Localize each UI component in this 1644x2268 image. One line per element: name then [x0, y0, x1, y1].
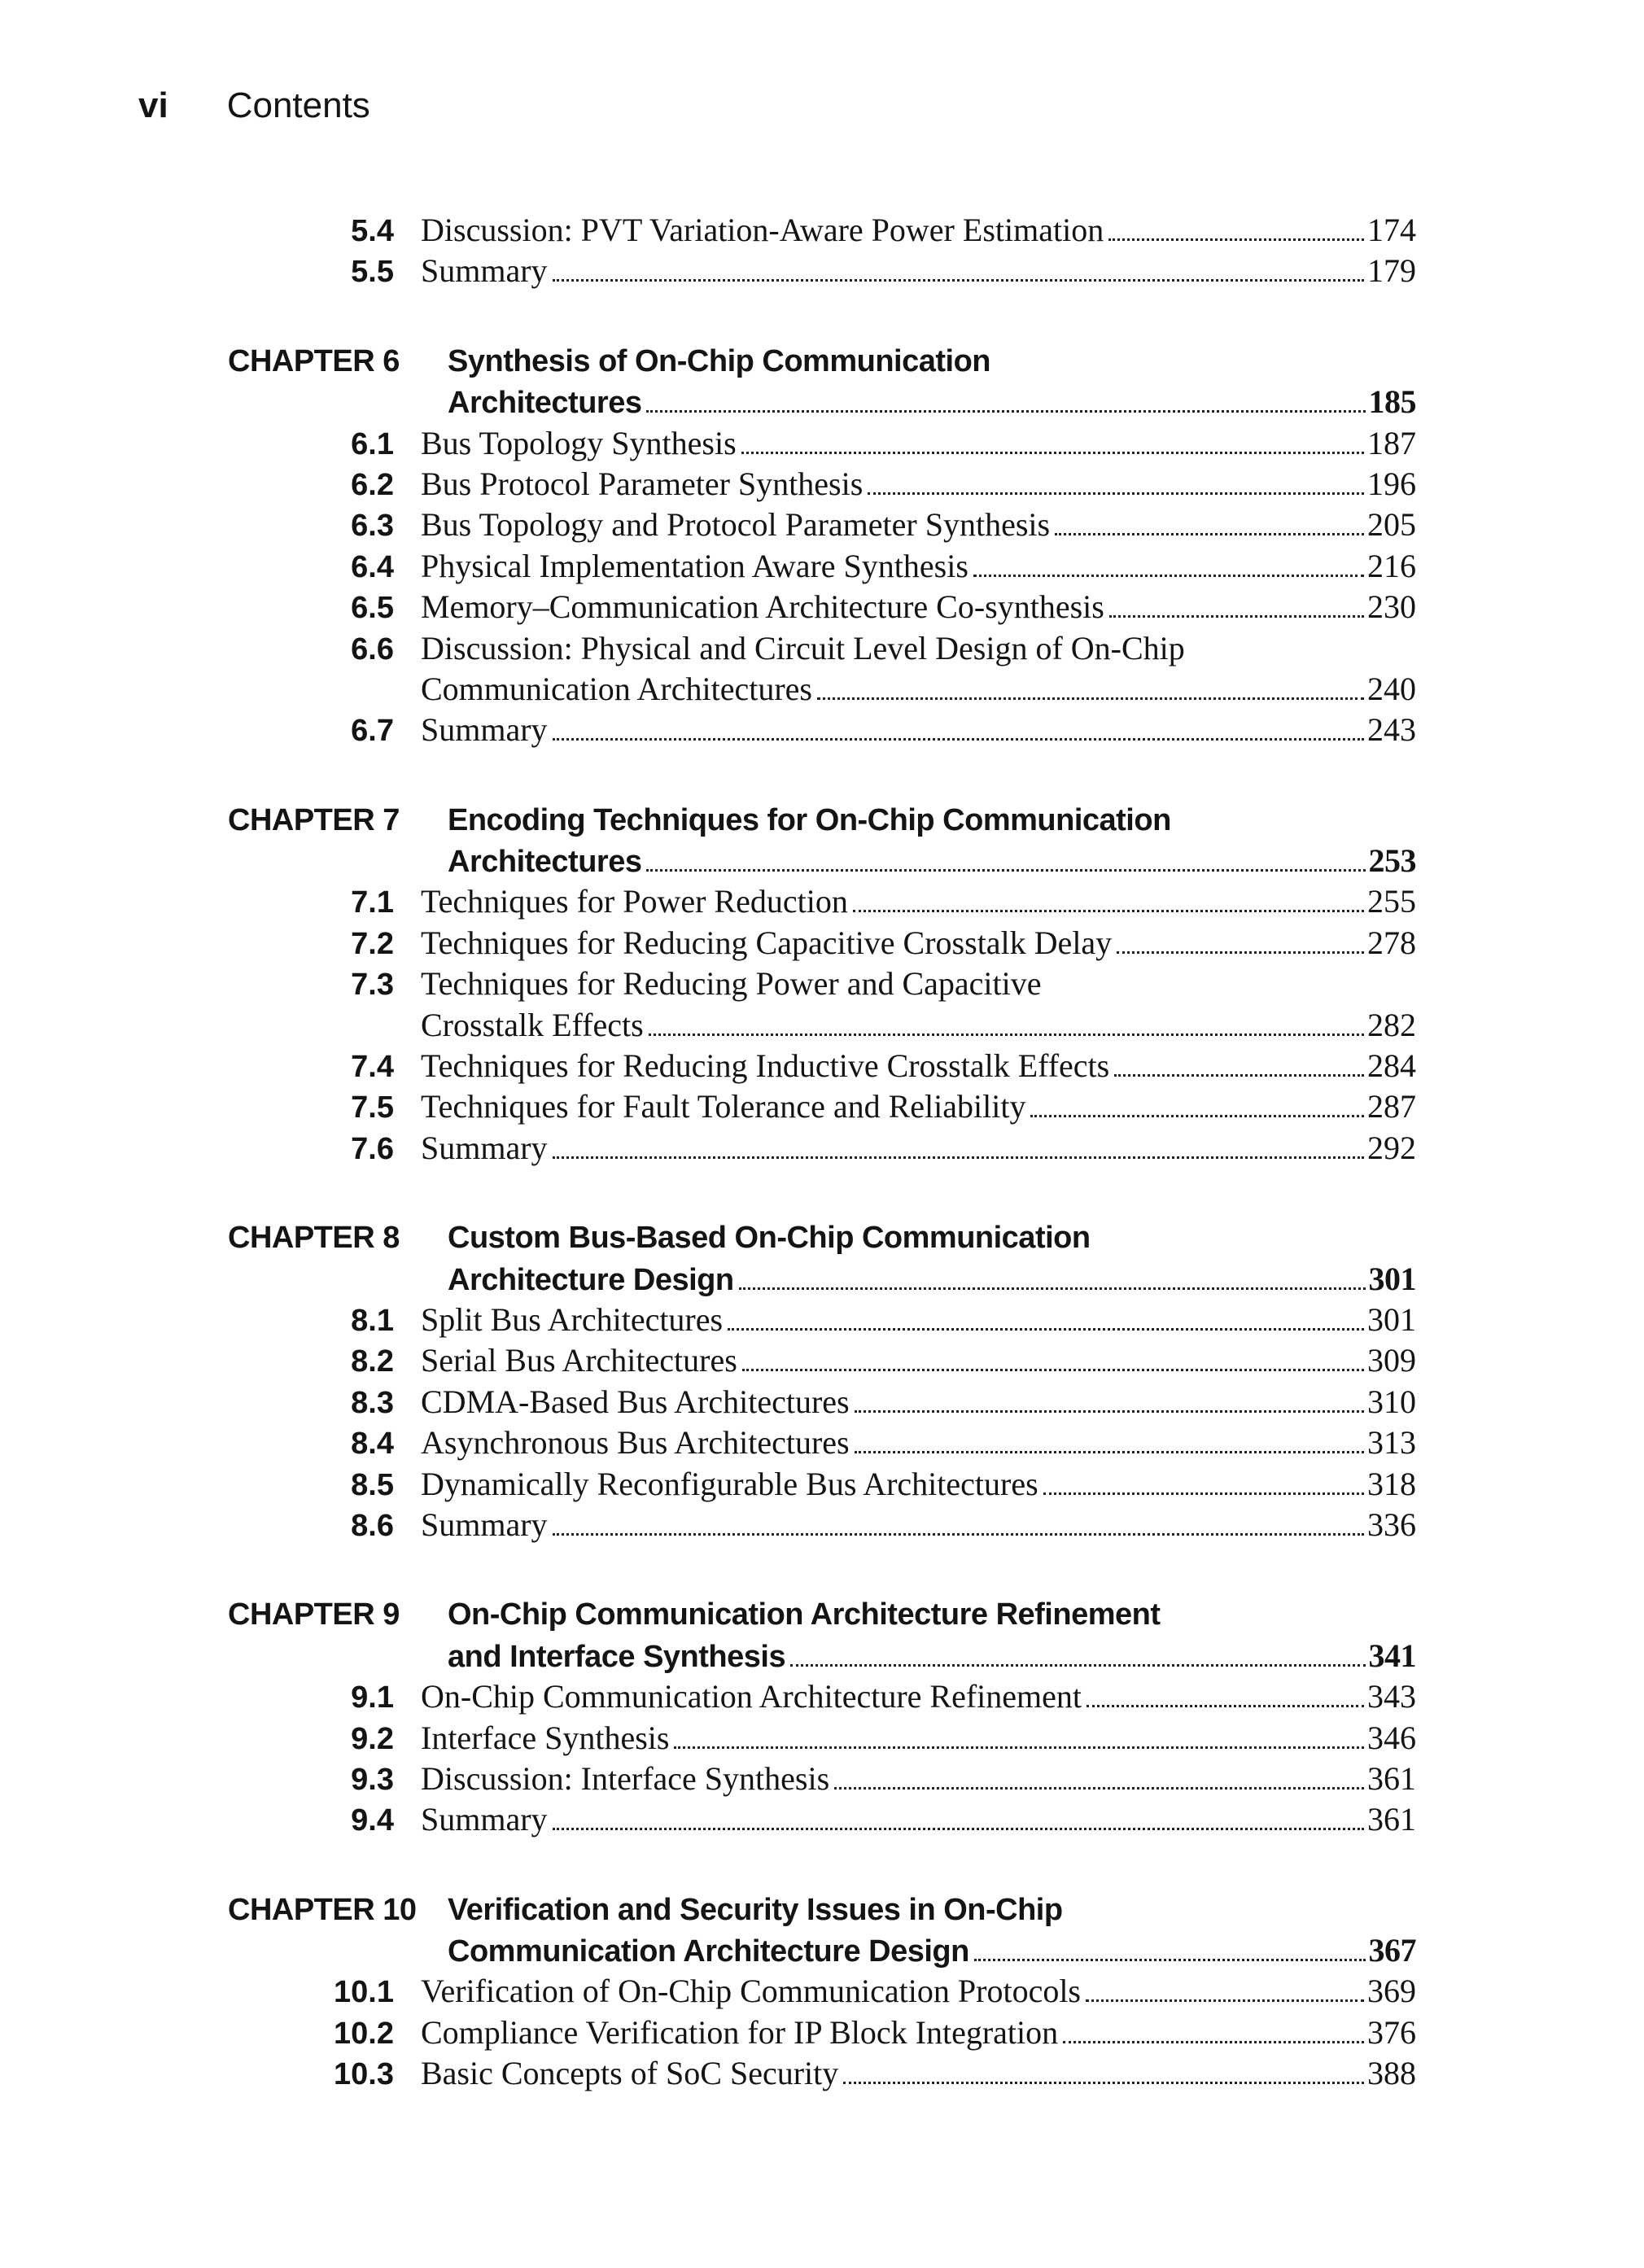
toc-line: [228, 587, 1416, 627]
dot-leader: [1086, 1999, 1364, 2002]
dot-leader: [553, 738, 1364, 741]
toc-line: [228, 251, 1416, 291]
section-number: 6.3: [351, 509, 394, 544]
dot-leader: [853, 910, 1364, 912]
dot-leader: [834, 1787, 1364, 1789]
dot-leader: [1030, 1115, 1364, 1117]
dot-leader: [1114, 1074, 1364, 1077]
toc-line: [228, 1005, 1416, 1046]
dot-leader: [649, 1033, 1364, 1036]
toc-section-entry[interactable]: [228, 1128, 1416, 1169]
toc-section-entry[interactable]: [228, 1422, 1416, 1463]
toc-line: [228, 923, 1416, 964]
page-number-ref: 376: [1367, 2013, 1416, 2051]
section-title: [421, 2012, 1416, 2053]
toc-section-entry[interactable]: [228, 1676, 1416, 1717]
page-number-ref: 216: [1367, 547, 1416, 584]
toc-line: [228, 1046, 1416, 1086]
section-number: 9.4: [351, 1803, 394, 1838]
dot-leader: [553, 1156, 1364, 1159]
toc-line: [228, 964, 1416, 1004]
chapter-label: CHAPTER 9: [228, 1597, 400, 1632]
section-number: 6.4: [351, 549, 394, 584]
section-number: 7.2: [351, 926, 394, 961]
entry-title-text: Crosstalk Effects: [421, 1006, 644, 1043]
section-title: [421, 587, 1416, 627]
entry-title-text: Techniques for Reducing Inductive Crosstalk Effects: [421, 1047, 1110, 1085]
page-number-ref: 336: [1367, 1505, 1416, 1543]
chapter-title: [448, 1930, 1416, 1972]
toc-line: [228, 1759, 1416, 1799]
page-number-ref: 369: [1367, 1973, 1416, 2010]
toc-line: [228, 1086, 1416, 1127]
entry-title-text: Techniques for Reducing Power and Capacitive: [421, 965, 1042, 1003]
table-of-contents: [228, 210, 1416, 2095]
dot-leader: [553, 1828, 1364, 1830]
page-number-ref: 388: [1367, 2055, 1416, 2092]
entry-title-text: Summary: [421, 1801, 548, 1838]
chapter-title: [448, 341, 1416, 382]
section-title: [421, 1718, 1416, 1759]
entry-title-text: Custom Bus-Based On-Chip Communication: [448, 1221, 1091, 1256]
toc-line: [228, 210, 1416, 251]
toc-line: [228, 628, 1416, 669]
entry-title-text: CDMA-Based Bus Architectures: [421, 1383, 850, 1420]
toc-line: [228, 1464, 1416, 1505]
page-number-ref: 282: [1367, 1006, 1416, 1043]
entry-title-text: Physical Implementation Aware Synthesis: [421, 547, 968, 584]
entry-title-text: On-Chip Communication Architecture Refinement: [421, 1678, 1082, 1715]
entry-title-text: Techniques for Power Reduction: [421, 883, 848, 920]
toc-section-entry[interactable]: [228, 423, 1416, 464]
entry-title-text: Verification of On-Chip Communication Protocols: [421, 1973, 1081, 2010]
section-number: 7.4: [351, 1050, 394, 1085]
toc-line: [228, 1799, 1416, 1840]
toc-section-entry[interactable]: [228, 1718, 1416, 1759]
chapter-spacer: [228, 751, 1416, 800]
toc-section-entry[interactable]: [228, 2053, 1416, 2094]
page-number-ref: 174: [1367, 212, 1416, 248]
page-number-ref: 278: [1367, 924, 1416, 961]
page-number-ref: 196: [1367, 465, 1416, 502]
toc-line: [228, 1300, 1416, 1340]
dot-leader: [646, 410, 1365, 413]
toc-line: [228, 1259, 1416, 1300]
entry-title-text: Verification and Security Issues in On-Chip: [448, 1892, 1063, 1927]
entry-title-text: Summary: [421, 1129, 548, 1166]
entry-title-text: Dynamically Reconfigurable Bus Architectures: [421, 1465, 1038, 1502]
chapter-label: CHAPTER 10: [228, 1892, 417, 1927]
dot-leader: [1108, 238, 1364, 241]
toc-line: [228, 1382, 1416, 1422]
section-number: 6.1: [351, 426, 394, 461]
toc-section-entry[interactable]: [228, 1759, 1416, 1799]
page-number-ref: 240: [1367, 670, 1416, 707]
chapter-title: [448, 1594, 1416, 1635]
toc-line: [228, 423, 1416, 464]
toc-section-entry[interactable]: [228, 1505, 1416, 1545]
section-title: [421, 669, 1416, 710]
toc-chapter-entry[interactable]: [228, 800, 1416, 882]
toc-line: [228, 505, 1416, 545]
entry-title-text: Discussion: PVT Variation-Aware Power Estimation: [421, 212, 1104, 248]
entry-title-text: Techniques for Reducing Capacitive Crosstalk Delay: [421, 924, 1113, 961]
section-number: 8.6: [351, 1508, 394, 1543]
chapter-spacer: [228, 1169, 1416, 1217]
entry-title-text: On-Chip Communication Architecture Refinement: [448, 1597, 1161, 1632]
toc-chapter-entry[interactable]: [228, 1890, 1416, 1972]
section-title: [421, 464, 1416, 505]
toc-line: [228, 1217, 1416, 1258]
dot-leader: [1117, 951, 1364, 954]
entry-title-text: Summary: [421, 711, 548, 749]
page-number-ref: 318: [1367, 1465, 1416, 1502]
entry-title-text: Architectures: [448, 386, 642, 421]
toc-section-entry[interactable]: [228, 1086, 1416, 1127]
section-title: [421, 1422, 1416, 1463]
entry-title-text: Serial Bus Architectures: [421, 1342, 737, 1379]
section-number: 6.6: [351, 631, 394, 666]
chapter-label: CHAPTER 8: [228, 1221, 400, 1256]
toc-section-entry[interactable]: [228, 546, 1416, 587]
section-title: [421, 1005, 1416, 1046]
dot-leader: [790, 1664, 1365, 1667]
dot-leader: [1055, 533, 1364, 535]
section-title: [421, 251, 1416, 291]
page-number-ref: 185: [1368, 383, 1416, 421]
toc-section-entry[interactable]: [228, 964, 1416, 1046]
chapter-title: [448, 382, 1416, 423]
section-title: [421, 923, 1416, 964]
dot-leader: [855, 1451, 1364, 1453]
dot-leader: [1063, 2041, 1364, 2043]
entry-title-text: Summary: [421, 1505, 548, 1543]
chapter-label: CHAPTER 7: [228, 802, 400, 837]
section-number: 5.4: [351, 214, 394, 248]
section-title: [421, 505, 1416, 545]
entry-title-text: Communication Architecture Design: [448, 1934, 969, 1969]
toc-line: [228, 1128, 1416, 1169]
toc-line: [228, 1636, 1416, 1676]
entry-title-text: Compliance Verification for IP Block Integration: [421, 2013, 1059, 2051]
section-title: [421, 1464, 1416, 1505]
page-number-ref: 361: [1367, 1801, 1416, 1838]
dot-leader: [974, 1959, 1366, 1961]
chapter-spacer: [228, 1545, 1416, 1594]
toc-line: [228, 1971, 1416, 2012]
dot-leader: [739, 1287, 1366, 1290]
section-title: [421, 1086, 1416, 1127]
page-number-ref: 292: [1367, 1129, 1416, 1166]
section-number: 8.2: [351, 1344, 394, 1379]
section-title: [421, 210, 1416, 251]
toc-section-entry[interactable]: [228, 1300, 1416, 1340]
section-number: 8.5: [351, 1467, 394, 1502]
page-number-ref: 310: [1367, 1383, 1416, 1420]
page-number-ref: 367: [1368, 1932, 1416, 1969]
entry-title-text: Techniques for Fault Tolerance and Reliability: [421, 1088, 1026, 1125]
page-number-ref: 301: [1367, 1300, 1416, 1338]
toc-section-entry[interactable]: [228, 505, 1416, 545]
section-number: 9.1: [351, 1680, 394, 1715]
toc-line: [228, 1505, 1416, 1545]
page-number-ref: 341: [1368, 1637, 1416, 1674]
section-title: [421, 1300, 1416, 1340]
toc-line: [228, 546, 1416, 587]
section-number: 9.3: [351, 1762, 394, 1797]
toc-section-entry[interactable]: [228, 210, 1416, 251]
section-number: 10.1: [334, 1975, 394, 2010]
entry-title-text: and Interface Synthesis: [448, 1639, 786, 1674]
toc-section-entry[interactable]: [228, 1464, 1416, 1505]
section-title: [421, 964, 1416, 1004]
page-number-ref: 243: [1367, 711, 1416, 749]
chapter-title: [448, 841, 1416, 882]
toc-section-entry[interactable]: [228, 1046, 1416, 1086]
toc-section-entry[interactable]: [228, 464, 1416, 505]
section-title: [421, 628, 1416, 669]
toc-section-entry[interactable]: [228, 1971, 1416, 2012]
toc-section-entry[interactable]: [228, 1340, 1416, 1381]
toc-line: [228, 2012, 1416, 2053]
page-number-ref: 284: [1367, 1047, 1416, 1085]
toc-line: [228, 881, 1416, 922]
entry-title-text: Basic Concepts of SoC Security: [421, 2055, 839, 2092]
entry-title-text: Bus Topology and Protocol Parameter Synthesis: [421, 506, 1051, 544]
dot-leader: [553, 1533, 1364, 1536]
toc-line: [228, 1594, 1416, 1635]
toc-line: [228, 464, 1416, 505]
entry-title-text: Communication Architectures: [421, 670, 812, 707]
toc-line: [228, 1422, 1416, 1463]
toc-line: [228, 800, 1416, 841]
page-number-ref: 230: [1367, 588, 1416, 626]
chapter-spacer: [228, 292, 1416, 341]
section-number: 8.4: [351, 1427, 394, 1462]
toc-section-entry[interactable]: [228, 923, 1416, 964]
entry-title-text: Interface Synthesis: [421, 1719, 670, 1756]
section-title: [421, 1382, 1416, 1422]
section-title: [421, 1759, 1416, 1799]
entry-title-text: Summary: [421, 252, 548, 290]
toc-line: [228, 1930, 1416, 1971]
page-number-ref: 253: [1368, 842, 1416, 880]
section-title: [421, 881, 1416, 922]
dot-leader: [674, 1746, 1364, 1749]
chapter-title: [448, 1636, 1416, 1677]
toc-chapter-entry[interactable]: [228, 1217, 1416, 1300]
dot-leader: [843, 2082, 1364, 2084]
dot-leader: [646, 869, 1365, 872]
chapter-label: CHAPTER 6: [228, 343, 400, 378]
section-number: 10.2: [334, 2016, 394, 2051]
toc-line: [228, 1676, 1416, 1717]
page-number-ref: 179: [1367, 252, 1416, 290]
chapter-title: [448, 1259, 1416, 1300]
toc-line: [228, 669, 1416, 710]
section-number: 7.3: [351, 968, 394, 1003]
dot-leader: [855, 1410, 1364, 1413]
section-number: 6.2: [351, 467, 394, 502]
toc-line: [228, 1890, 1416, 1930]
section-title: [421, 1340, 1416, 1381]
toc-line: [228, 382, 1416, 422]
section-title: [421, 1799, 1416, 1840]
toc-chapter-entry[interactable]: [228, 341, 1416, 423]
page-number-ref: 287: [1367, 1088, 1416, 1125]
section-title: [421, 1505, 1416, 1545]
entry-title-text: Split Bus Architectures: [421, 1300, 724, 1338]
section-title: [421, 423, 1416, 464]
page-number-ref: 205: [1367, 506, 1416, 544]
toc-section-entry[interactable]: [228, 587, 1416, 627]
section-number: 9.2: [351, 1721, 394, 1756]
section-number: 7.6: [351, 1131, 394, 1166]
toc-section-entry[interactable]: [228, 710, 1416, 750]
dot-leader: [742, 1369, 1364, 1371]
toc-section-entry[interactable]: [228, 1799, 1416, 1840]
dot-leader: [1043, 1492, 1364, 1495]
section-number: 10.3: [334, 2057, 394, 2092]
dot-leader: [1109, 615, 1364, 618]
toc-section-entry[interactable]: [228, 881, 1416, 922]
page-number-ref: 343: [1367, 1678, 1416, 1715]
entry-title-text: Memory–Communication Architecture Co-synthesis: [421, 588, 1104, 626]
section-number: 5.5: [351, 255, 394, 290]
entry-title-text: Asynchronous Bus Architectures: [421, 1424, 850, 1462]
page-number-ref: 309: [1367, 1342, 1416, 1379]
section-number: 8.1: [351, 1303, 394, 1338]
section-title: [421, 710, 1416, 750]
page-number-ref: 301: [1368, 1260, 1416, 1297]
chapter-title: [448, 1890, 1416, 1930]
entry-title-text: Synthesis of On-Chip Communication: [448, 343, 991, 378]
toc-line: [228, 841, 1416, 881]
section-number: 6.5: [351, 591, 394, 626]
toc-chapter-entry[interactable]: [228, 1594, 1416, 1676]
section-title: [421, 1676, 1416, 1717]
chapter-spacer: [228, 1841, 1416, 1890]
entry-title-text: Encoding Techniques for On-Chip Communication: [448, 802, 1171, 837]
section-number: 6.7: [351, 714, 394, 749]
dot-leader: [868, 492, 1364, 495]
dot-leader: [973, 575, 1364, 577]
section-title: [421, 1971, 1416, 2012]
toc-section-entry[interactable]: [228, 628, 1416, 710]
toc-line: [228, 2053, 1416, 2094]
section-number: 7.1: [351, 885, 394, 920]
entry-title-text: Bus Protocol Parameter Synthesis: [421, 465, 864, 502]
running-header: [138, 85, 370, 126]
toc-section-entry[interactable]: [228, 2012, 1416, 2053]
page-number-ref: 361: [1367, 1759, 1416, 1797]
chapter-title: [448, 1217, 1416, 1258]
running-title: Contents: [226, 85, 370, 125]
chapter-title: [448, 800, 1416, 841]
entry-title-text: Architecture Design: [448, 1262, 734, 1297]
entry-title-text: Discussion: Interface Synthesis: [421, 1759, 830, 1797]
section-number: 8.3: [351, 1385, 394, 1420]
page-number-ref: 346: [1367, 1719, 1416, 1756]
section-title: [421, 2053, 1416, 2094]
dot-leader: [553, 279, 1364, 282]
dot-leader: [817, 697, 1364, 700]
page-number-ref: 187: [1367, 424, 1416, 461]
toc-line: [228, 1340, 1416, 1381]
toc-line: [228, 341, 1416, 382]
toc-line: [228, 710, 1416, 750]
entry-title-text: Discussion: Physical and Circuit Level Design of On-Chip: [421, 629, 1185, 666]
section-title: [421, 546, 1416, 587]
page-number: vi: [138, 85, 168, 125]
toc-section-entry[interactable]: [228, 251, 1416, 291]
section-number: 7.5: [351, 1090, 394, 1125]
page-number-ref: 313: [1367, 1424, 1416, 1462]
toc-line: [228, 1718, 1416, 1759]
entry-title-text: Architectures: [448, 845, 642, 880]
toc-section-entry[interactable]: [228, 1382, 1416, 1422]
section-title: [421, 1046, 1416, 1086]
section-title: [421, 1128, 1416, 1169]
entry-title-text: Bus Topology Synthesis: [421, 424, 737, 461]
dot-leader: [741, 452, 1364, 454]
dot-leader: [1087, 1705, 1364, 1707]
dot-leader: [728, 1328, 1364, 1331]
page-number-ref: 255: [1367, 883, 1416, 920]
